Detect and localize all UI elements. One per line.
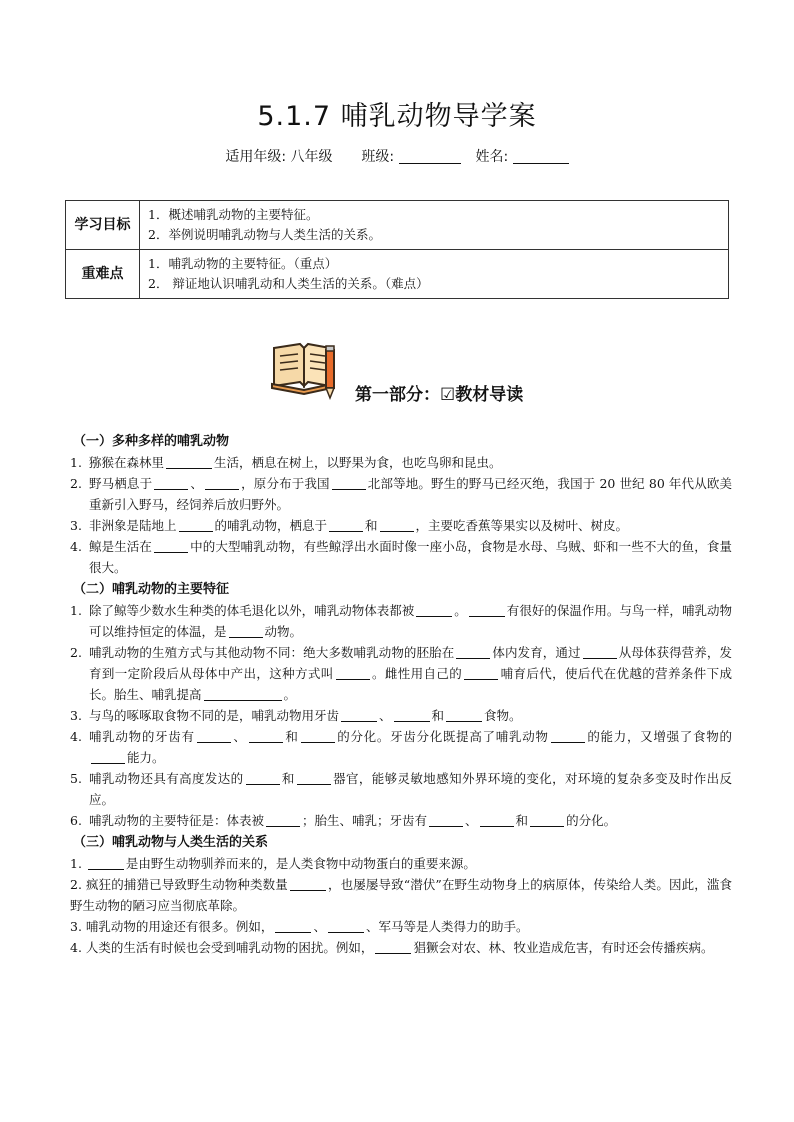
name-blank[interactable]	[513, 147, 569, 164]
answer-blank[interactable]	[179, 517, 213, 532]
goal-line: 1．概述哺乳动物的主要特征。	[148, 207, 319, 222]
difficulty-row-head: 重难点	[66, 250, 140, 299]
answer-blank[interactable]	[380, 517, 414, 532]
answer-blank[interactable]	[429, 812, 463, 827]
name-label: 姓名:	[475, 149, 509, 165]
answer-blank[interactable]	[88, 855, 124, 870]
list-item: 2. 哺乳动物的生殖方式与其他动物不同：绝大多数哺乳动物的胚胎在 体内发育，通过 从母体获得营养，发育到一定阶段后从母体中产出，这种方式叫 。雌性用自己的 哺育后代，使后代在优越的营养条件下成长。胎生、哺乳提高 。	[70, 645, 732, 702]
list-item: 1. 猕猴在森林里 生活，栖息在树上，以野果为食，也吃鸟卵和昆虫。	[70, 455, 502, 470]
grade-label: 适用年级:	[225, 149, 287, 165]
list-item: 3. 非洲象是陆地上 的哺乳动物，栖息于 和 ，主要吃香蕉等果实以及树叶、树皮。	[70, 518, 629, 533]
list-item: 4. 人类的生活有时候也会受到哺乳动物的困扰。例如， 猖獗会对农、林、牧业造成危害，有时还会传播疾病。	[70, 940, 714, 955]
goal-line: 2．举例说明哺乳动物与人类生活的关系。	[148, 227, 381, 242]
list-item: 2. 野马栖息于 、 ，原分布于我国 北部等地。野生的野马已经灭绝，我国于 20 世纪 80 年代从欧美重新引入野马，经饲养后放归野外。	[70, 476, 732, 512]
answer-blank[interactable]	[469, 602, 505, 617]
class-label: 班级:	[361, 149, 395, 165]
answer-blank[interactable]	[583, 644, 617, 659]
answer-blank[interactable]	[416, 602, 452, 617]
answer-blank[interactable]	[197, 728, 231, 743]
content	[70, 430, 732, 958]
answer-blank[interactable]	[91, 749, 125, 764]
answer-blank[interactable]	[297, 770, 331, 785]
answer-blank[interactable]	[456, 644, 490, 659]
list-item: 1. 是由野生动物驯养而来的，是人类食物中动物蛋白的重要来源。	[70, 856, 476, 871]
part-one-banner	[270, 336, 570, 405]
answer-blank[interactable]	[375, 939, 411, 954]
list-item: 2. 疯狂的捕猎已导致野生动物种类数量 ，也屡屡导致“潜伏”在野生动物身上的病原体，传染给人类。因此，滥食野生动物的陋习应当彻底革除。	[70, 877, 732, 913]
section-title: （一）多种多样的哺乳动物	[73, 434, 230, 449]
list-item: 4. 鲸是生活在 中的大型哺乳动物，有些鲸浮出水面时像一座小岛，食物是水母、乌贼、虾和一些不大的鱼，食量很大。	[70, 539, 732, 575]
answer-blank[interactable]	[166, 454, 212, 469]
difficulty-line: 2． 辩证地认识哺乳动和人类生活的关系。（难点）	[148, 276, 429, 291]
answer-blank[interactable]	[332, 475, 366, 490]
answer-blank[interactable]	[204, 686, 282, 701]
answer-blank[interactable]	[266, 812, 300, 827]
answer-blank[interactable]	[530, 812, 564, 827]
goals-table	[65, 200, 729, 299]
answer-blank[interactable]	[290, 876, 326, 891]
goals-row-body	[140, 201, 729, 250]
page-title: 5.1.7 哺乳动物导学案	[257, 101, 537, 132]
book-pencil-icon	[270, 336, 342, 400]
answer-blank[interactable]	[329, 517, 363, 532]
answer-blank[interactable]	[154, 538, 188, 553]
difficulty-row-body	[140, 250, 729, 299]
meta-line	[0, 146, 794, 168]
difficulty-row	[66, 250, 729, 299]
list-item: 3. 与鸟的啄啄取食物不同的是，哺乳动物用牙齿 、 和 食物。	[70, 708, 522, 723]
section-title: （三）哺乳动物与人类生活的关系	[73, 835, 269, 850]
answer-blank[interactable]	[205, 475, 239, 490]
list-item: 3. 哺乳动物的用途还有很多。例如， 、 、军马等是人类得力的助手。	[70, 919, 529, 934]
answer-blank[interactable]	[464, 665, 498, 680]
goals-row-head: 学习目标	[66, 201, 140, 250]
answer-blank[interactable]	[246, 770, 280, 785]
answer-blank[interactable]	[154, 475, 188, 490]
goals-row	[66, 201, 729, 250]
class-blank[interactable]	[399, 147, 461, 164]
answer-blank[interactable]	[229, 623, 263, 638]
answer-blank[interactable]	[275, 918, 311, 933]
grade-value: 八年级	[290, 149, 333, 165]
list-item: 4. 哺乳动物的牙齿有 、 和 的分化。牙齿分化既提高了哺乳动物 的能力，又增强了食物的能力。	[70, 729, 732, 765]
section-title: （二）哺乳动物的主要特征	[73, 582, 230, 597]
list-item: 6. 哺乳动物的主要特征是：体表被 ；胎生、哺乳；牙齿有 、 和 的分化。	[70, 813, 617, 828]
part-one-title: 第一部分：☑教材导读	[355, 385, 524, 405]
answer-blank[interactable]	[480, 812, 514, 827]
answer-blank[interactable]	[249, 728, 283, 743]
list-item: 1. 除了鲸等少数水生种类的体毛退化以外，哺乳动物体表都被 。 有很好的保温作用。与鸟一样，哺乳动物可以维持恒定的体温，是 动物。	[70, 603, 732, 639]
answer-blank[interactable]	[551, 728, 585, 743]
answer-blank[interactable]	[328, 918, 364, 933]
answer-blank[interactable]	[336, 665, 370, 680]
difficulty-line: 1．哺乳动物的主要特征。（重点）	[148, 256, 338, 271]
answer-blank[interactable]	[394, 707, 430, 722]
answer-blank[interactable]	[301, 728, 335, 743]
answer-blank[interactable]	[446, 707, 482, 722]
answer-blank[interactable]	[341, 707, 377, 722]
list-item: 5. 哺乳动物还具有高度发达的 和 器官，能够灵敏地感知外界环境的变化，对环境的复杂多变及时作出反应。	[70, 771, 732, 807]
